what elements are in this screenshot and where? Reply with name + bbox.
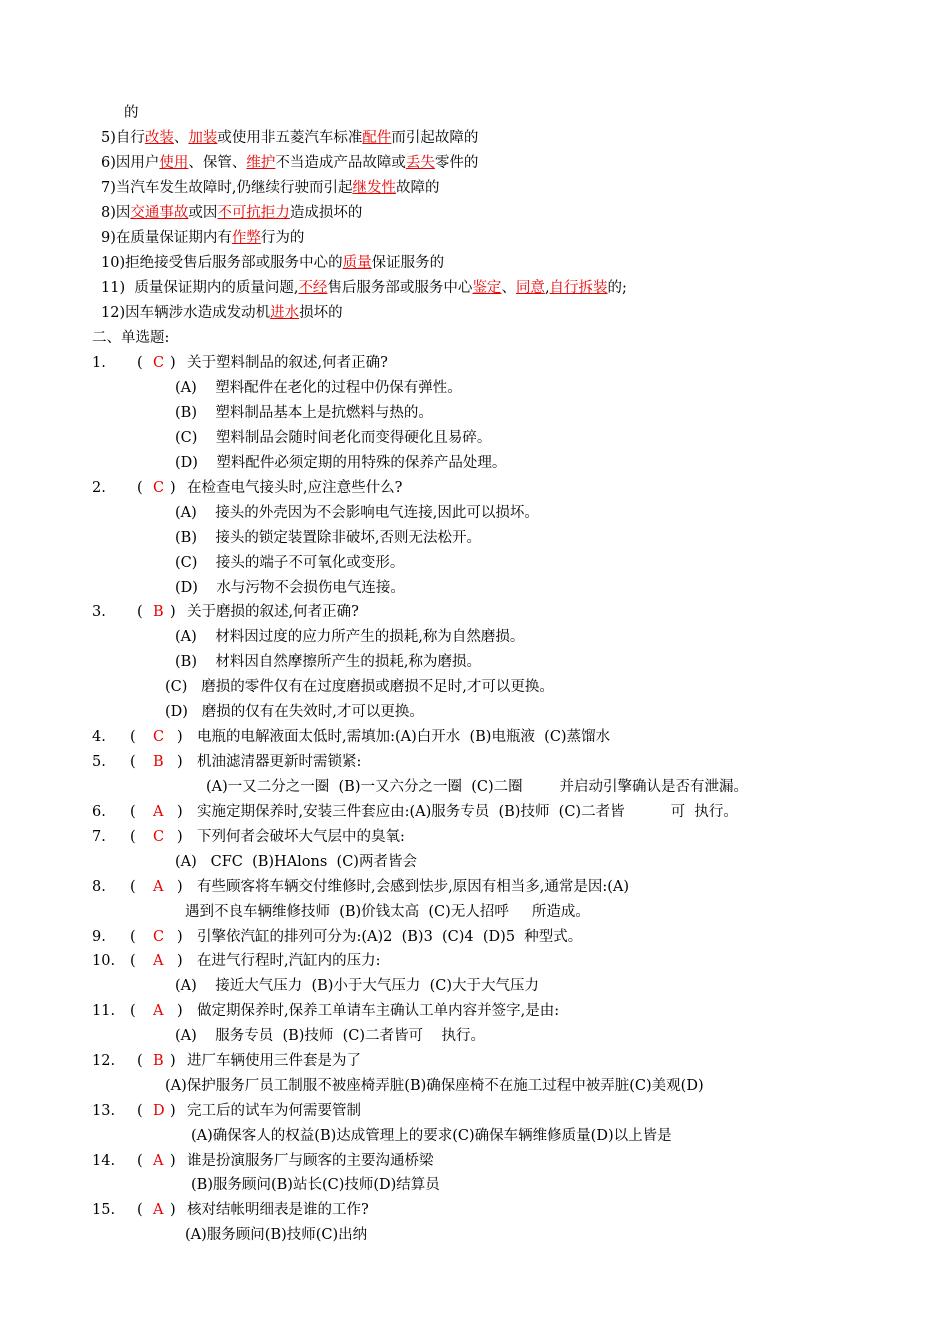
option: (B) 接头的锁定装置除非破坏,否则无法松开。 xyxy=(175,530,482,546)
option: (B) 材料因自然摩擦所产生的损耗,称为磨损。 xyxy=(175,654,482,670)
list-item xyxy=(101,253,444,273)
text-segment: 或使用非五菱汽车标准 xyxy=(217,130,363,146)
option: (A) 服务专员 (B)技师 (C)二者皆可 执行。 xyxy=(175,1028,485,1044)
question-number: 2. xyxy=(92,480,106,496)
text-line: 的 xyxy=(124,105,139,121)
answer-letter: B xyxy=(153,604,164,620)
question-text: 下列何者会破坏大气层中的臭氧: xyxy=(197,829,405,845)
highlight-text: 不经 xyxy=(298,280,328,296)
option: (A)服务顾问(B)技师(C)出纳 xyxy=(185,1227,368,1243)
question-text: 电瓶的电解液面太低时,需填加:(A)白开水 (B)电瓶液 (C)蒸馏水 xyxy=(197,729,611,745)
question-text: 完工后的试车为何需要管制 xyxy=(187,1103,361,1119)
open-paren: ( xyxy=(130,729,136,745)
question-text: 实施定期保养时,安装三件套应由:(A)服务专员 (B)技师 (C)二者皆 可 执行。 xyxy=(197,804,738,820)
question-number: 11. xyxy=(92,1003,116,1019)
question-text: 引擎依汽缸的排列可分为:(A)2 (B)3 (C)4 (D)5 种型式。 xyxy=(197,929,583,945)
close-paren: ) xyxy=(177,1003,183,1019)
option: (C) 塑料制品会随时间老化而变得硬化且易碎。 xyxy=(175,430,492,446)
option: (B) 塑料制品基本上是抗燃料与热的。 xyxy=(175,405,433,421)
option: 遇到不良车辆维修技师 (B)价钱太高 (C)无人招呼 所造成。 xyxy=(185,904,590,920)
close-paren: ) xyxy=(177,729,183,745)
open-paren: ( xyxy=(130,953,136,969)
question-text: 核对结帐明细表是谁的工作? xyxy=(187,1202,369,1218)
list-item xyxy=(101,178,440,198)
option: (A) CFC (B)HAlons (C)两者皆会 xyxy=(175,854,417,870)
text-segment: 损坏的 xyxy=(299,305,343,321)
option: (A) 接头的外壳因为不会影响电气连接,因此可以损坏。 xyxy=(175,505,539,521)
highlight-text: 加装 xyxy=(188,130,218,146)
answer-letter: B xyxy=(153,754,164,770)
option: (A)一又二分之一圈 (B)一又六分之一圈 (C)二圈 并启动引擎确认是否有泄漏。 xyxy=(206,779,748,795)
section-heading: 二、单选题: xyxy=(92,330,170,346)
close-paren: ) xyxy=(177,829,183,845)
highlight-text: 使用 xyxy=(159,155,189,171)
question-text: 在检查电气接头时,应注意些什么? xyxy=(187,480,403,496)
option: (A) 接近大气压力 (B)小于大气压力 (C)大于大气压力 xyxy=(175,978,540,994)
question-number: 1. xyxy=(92,355,106,371)
highlight-text: 配件 xyxy=(362,130,392,146)
answer-letter: C xyxy=(153,929,165,945)
question-text: 进厂车辆使用三件套是为了 xyxy=(187,1053,361,1069)
answer-letter: B xyxy=(153,1053,164,1069)
highlight-text: 丢失 xyxy=(405,155,435,171)
question-number: 8. xyxy=(92,879,106,895)
highlight-text: 交通事故 xyxy=(130,205,189,221)
text-segment: 、 xyxy=(173,130,189,146)
text-segment: 6)因用户 xyxy=(101,155,160,171)
question-number: 10. xyxy=(92,953,116,969)
question-number: 7. xyxy=(92,829,106,845)
close-paren: ) xyxy=(170,480,176,496)
option: (D) 水与污物不会损伤电气连接。 xyxy=(175,580,405,596)
list-item xyxy=(101,203,362,223)
question-number: 3. xyxy=(92,604,106,620)
close-paren: ) xyxy=(170,1103,176,1119)
text-segment: 造成损坏的 xyxy=(289,205,363,221)
list-item xyxy=(101,278,627,298)
text-segment: 的; xyxy=(607,280,627,296)
open-paren: ( xyxy=(130,754,136,770)
text-segment: 而引起故障的 xyxy=(391,130,479,146)
answer-letter: D xyxy=(153,1103,165,1119)
answer-letter: A xyxy=(153,804,164,820)
close-paren: ) xyxy=(177,804,183,820)
question-number: 12. xyxy=(92,1053,116,1069)
close-paren: ) xyxy=(170,604,176,620)
open-paren: ( xyxy=(137,604,143,620)
list-item xyxy=(101,228,304,248)
text-segment: 行为的 xyxy=(260,230,305,246)
question-text: 关于磨损的叙述,何者正确? xyxy=(187,604,359,620)
text-segment: 5)自行 xyxy=(101,130,145,146)
open-paren: ( xyxy=(130,879,136,895)
close-paren: ) xyxy=(177,929,183,945)
text-segment: 12)因车辆涉水造成发动机 xyxy=(101,305,271,321)
answer-letter: C xyxy=(153,480,165,496)
highlight-text: 质量 xyxy=(342,255,372,271)
answer-letter: C xyxy=(153,729,165,745)
highlight-text: 作弊 xyxy=(231,230,261,246)
text-segment: 或因 xyxy=(188,205,218,221)
answer-letter: C xyxy=(153,355,165,371)
answer-letter: A xyxy=(153,1003,164,1019)
close-paren: ) xyxy=(177,879,183,895)
highlight-text: 自行拆装 xyxy=(549,280,608,296)
open-paren: ( xyxy=(130,1003,136,1019)
text-segment: 9)在质量保证期内有 xyxy=(101,230,232,246)
option: (C) 磨损的零件仅有在过度磨损或磨损不足时,才可以更换。 xyxy=(165,679,554,695)
text-segment: 11) 质量保证期内的质量问题, xyxy=(101,280,299,296)
text-segment: 不当造成产品故障或 xyxy=(275,155,406,171)
question-number: 15. xyxy=(92,1202,116,1218)
text-segment: 保证服务的 xyxy=(371,255,445,271)
text-segment: 零件的 xyxy=(434,155,479,171)
text-segment: , xyxy=(544,280,550,296)
highlight-text: 改装 xyxy=(144,130,174,146)
list-item xyxy=(101,153,478,173)
highlight-text: 鉴定 xyxy=(472,280,502,296)
answer-letter: A xyxy=(153,1202,164,1218)
highlight-text: 同意 xyxy=(515,280,545,296)
answer-letter: A xyxy=(153,1153,164,1169)
open-paren: ( xyxy=(130,829,136,845)
highlight-text: 不可抗拒力 xyxy=(217,205,290,221)
answer-letter: A xyxy=(153,953,164,969)
highlight-text: 维护 xyxy=(246,155,276,171)
question-number: 4. xyxy=(92,729,106,745)
highlight-text: 继发性 xyxy=(352,180,396,196)
question-text: 机油滤清器更新时需锁紧: xyxy=(197,754,362,770)
highlight-text: 进水 xyxy=(270,305,300,321)
text-segment: 10)拒绝接受售后服务部或服务中心的 xyxy=(101,255,343,271)
close-paren: ) xyxy=(170,1202,176,1218)
text-segment: 故障的 xyxy=(396,180,440,196)
text-segment: 、保管、 xyxy=(188,155,247,171)
option: (A) 材料因过度的应力所产生的损耗,称为自然磨损。 xyxy=(175,629,525,645)
text-segment: 8)因 xyxy=(101,205,131,221)
question-text: 在进气行程时,汽缸内的压力: xyxy=(197,953,381,969)
question-number: 13. xyxy=(92,1103,116,1119)
list-item xyxy=(101,128,478,148)
open-paren: ( xyxy=(137,1202,143,1218)
answer-letter: C xyxy=(153,829,165,845)
open-paren: ( xyxy=(130,804,136,820)
open-paren: ( xyxy=(137,1103,143,1119)
close-paren: ) xyxy=(170,355,176,371)
option: (D) 塑料配件必须定期的用特殊的保养产品处理。 xyxy=(175,455,507,471)
option: (A)确保客人的权益(B)达成管理上的要求(C)确保车辆维修质量(D)以上皆是 xyxy=(191,1128,672,1144)
question-text: 做定期保养时,保养工单请车主确认工单内容并签字,是由: xyxy=(197,1003,560,1019)
question-number: 5. xyxy=(92,754,106,770)
question-text: 有些顾客将车辆交付维修时,会感到怯步,原因有相当多,通常是因:(A) xyxy=(197,879,629,895)
option: (C) 接头的端子不可氧化或变形。 xyxy=(175,555,405,571)
question-text: 关于塑料制品的叙述,何者正确? xyxy=(187,355,388,371)
open-paren: ( xyxy=(137,480,143,496)
option: (A)保护服务厂员工制服不被座椅弄脏(B)确保座椅不在施工过程中被弄脏(C)美观(D) xyxy=(165,1078,704,1094)
open-paren: ( xyxy=(137,355,143,371)
close-paren: ) xyxy=(170,1153,176,1169)
text-segment: 7)当汽车发生故障时,仍继续行驶而引起 xyxy=(101,180,353,196)
close-paren: ) xyxy=(170,1053,176,1069)
question-number: 9. xyxy=(92,929,106,945)
list-item xyxy=(101,303,343,323)
open-paren: ( xyxy=(137,1153,143,1169)
text-segment: 、 xyxy=(501,280,516,296)
option: (B)服务顾问(B)站长(C)技师(D)结算员 xyxy=(191,1177,440,1193)
option: (A) 塑料配件在老化的过程中仍保有弹性。 xyxy=(175,380,462,396)
open-paren: ( xyxy=(130,929,136,945)
question-number: 14. xyxy=(92,1153,116,1169)
close-paren: ) xyxy=(177,754,183,770)
close-paren: ) xyxy=(177,953,183,969)
question-number: 6. xyxy=(92,804,106,820)
text-segment: 售后服务部或服务中心 xyxy=(327,280,473,296)
question-text: 谁是扮演服务厂与顾客的主要沟通桥梁 xyxy=(187,1153,434,1169)
answer-letter: A xyxy=(153,879,164,895)
option: (D) 磨损的仅有在失效时,才可以更换。 xyxy=(165,704,424,720)
open-paren: ( xyxy=(137,1053,143,1069)
